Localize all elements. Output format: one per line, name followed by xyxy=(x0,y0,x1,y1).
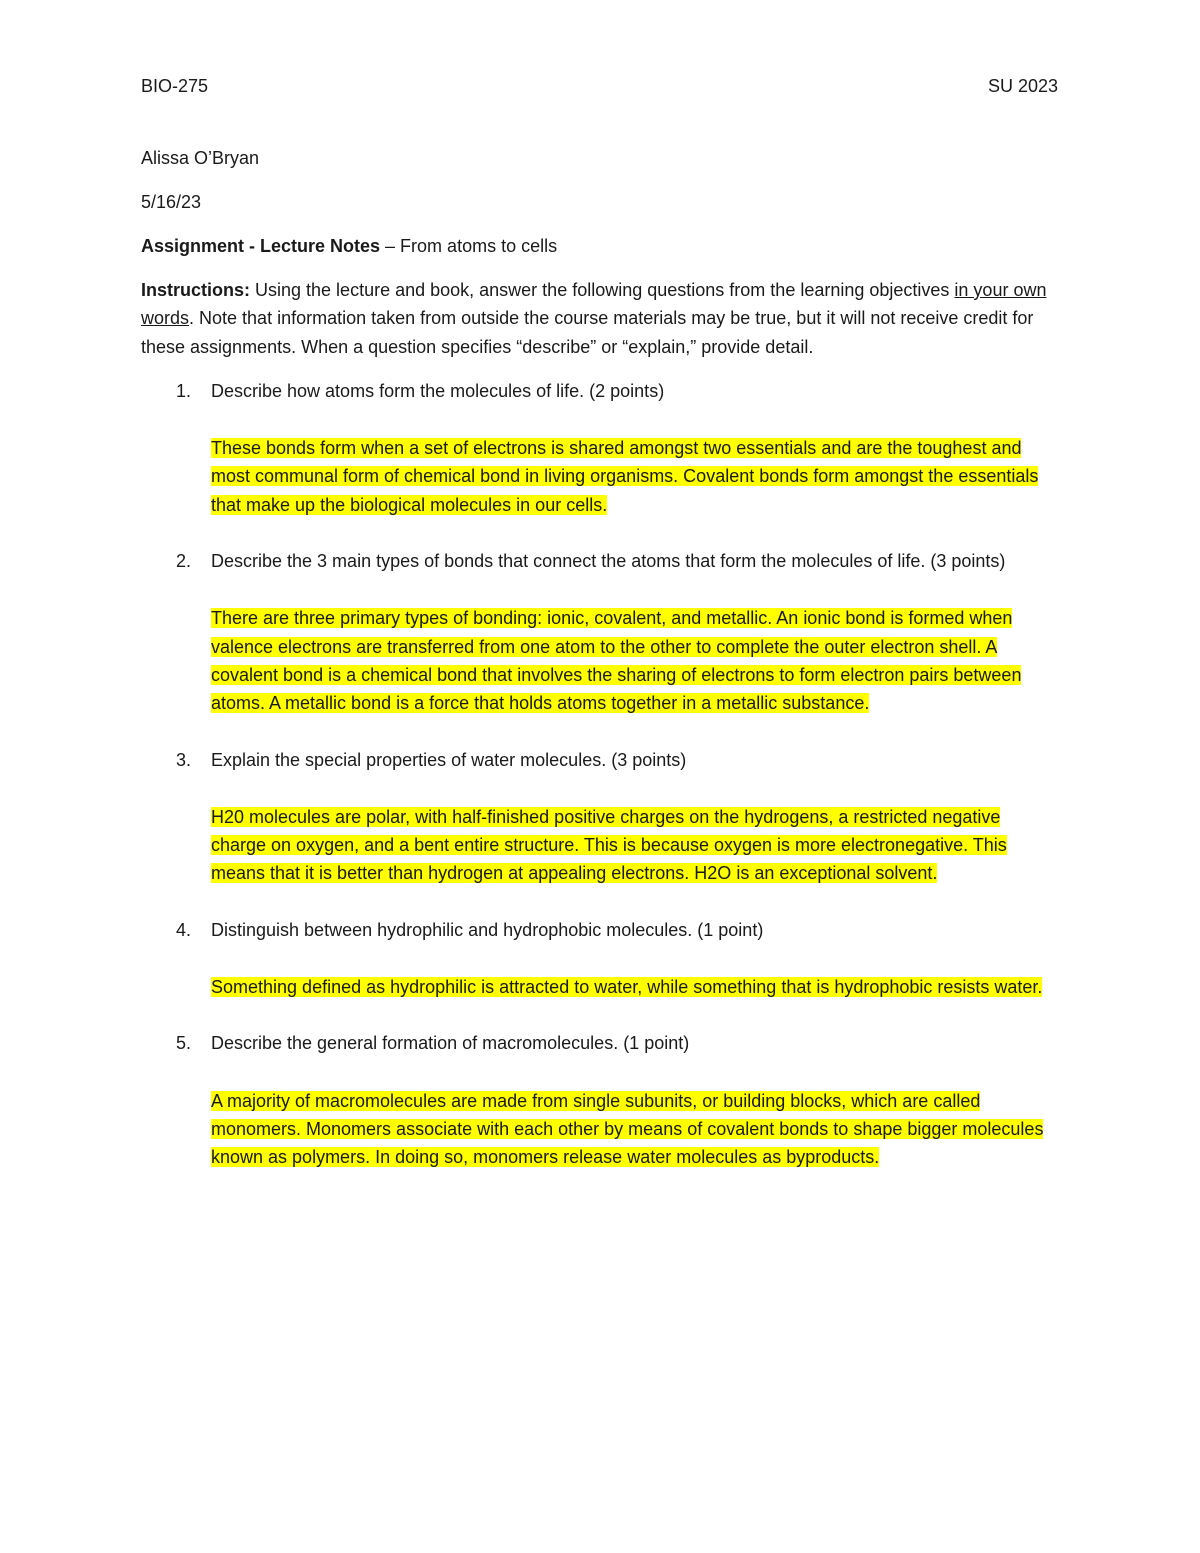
header-term: SU 2023 xyxy=(987,76,1058,96)
answer-text xyxy=(211,803,1059,888)
header-course: BIO-275 xyxy=(141,76,209,96)
question-item xyxy=(141,746,1059,888)
answer-text xyxy=(211,604,1059,717)
instructions-emphasis: in your own words xyxy=(141,280,1047,329)
question-item xyxy=(141,547,1059,717)
instructions-text-before: Using the lecture and book, answer the following questions from the learning objectives xyxy=(250,280,955,300)
question-list xyxy=(141,377,1059,1172)
answer-text xyxy=(211,973,1059,1001)
question-number: 1. xyxy=(176,380,192,401)
instructions-paragraph xyxy=(141,276,1059,361)
highlighted-answer: A majority of macromolecules are made from single subunits, or building blocks, which are called monomers. Monomers associate with each other by means of covalent bonds to shape bigger molecules known as polymers. In doing so, monomers release water molecules as byproducts. xyxy=(211,1090,1044,1168)
document-body xyxy=(141,144,1059,1200)
question-text: Describe how atoms form the molecules of life. (2 points) xyxy=(211,380,665,401)
question-item xyxy=(141,377,1059,519)
question-number: 2. xyxy=(176,551,192,572)
assignment-heading xyxy=(141,232,1059,260)
highlighted-answer: These bonds form when a set of electrons is shared amongst two essentials and are the toughest and most communal form of chemical bond in living organisms. Covalent bonds form amongst the essentials that make up the biological molecules in our cells. xyxy=(211,438,1039,515)
answer-text xyxy=(211,1087,1059,1172)
question-item xyxy=(141,1029,1059,1171)
question-item xyxy=(141,916,1059,1002)
question-number: 5. xyxy=(176,1033,192,1054)
submission-date: 5/16/23 xyxy=(141,192,202,212)
highlighted-answer: Something defined as hydrophilic is attracted to water, while something that is hydrophobic resists water. xyxy=(211,977,1043,998)
highlighted-answer: There are three primary types of bonding: ionic, covalent, and metallic. An ionic bond is formed when valence electrons are transferred from one atom to the other to complete the outer electron shell. A covalent bond is a chemical bond that involves the sharing of electrons to form electron pairs between atoms. A metallic bond is a force that holds atoms together in a metallic substance. xyxy=(211,608,1022,714)
instructions-text-after: . Note that information taken from outside the course materials may be true, but it will not receive credit for these assignments. When a question specifies “describe” or “explain,” provide detail. xyxy=(141,308,1034,357)
question-number: 3. xyxy=(176,749,192,770)
question-text: Explain the special properties of water molecules. (3 points) xyxy=(211,749,687,770)
instructions-label: Instructions: xyxy=(141,280,251,300)
highlighted-answer: H20 molecules are polar, with half-finished positive charges on the hydrogens, a restricted negative charge on oxygen, and a bent entire structure. This is because oxygen is more electronegative. This means that it is better than hydrogen at appealing electrons. H2O is an exceptional solvent. xyxy=(211,806,1007,884)
answer-text xyxy=(211,434,1059,519)
assignment-label: Assignment - Lecture Notes xyxy=(141,236,381,256)
question-text: Describe the 3 main types of bonds that connect the atoms that form the molecules of life. (3 points) xyxy=(211,551,1006,572)
assignment-title: – From atoms to cells xyxy=(380,236,558,256)
question-text: Distinguish between hydrophilic and hydrophobic molecules. (1 point) xyxy=(211,919,764,940)
question-text: Describe the general formation of macromolecules. (1 point) xyxy=(211,1033,690,1054)
author-name: Alissa O’Bryan xyxy=(141,148,260,168)
question-number: 4. xyxy=(176,919,192,940)
